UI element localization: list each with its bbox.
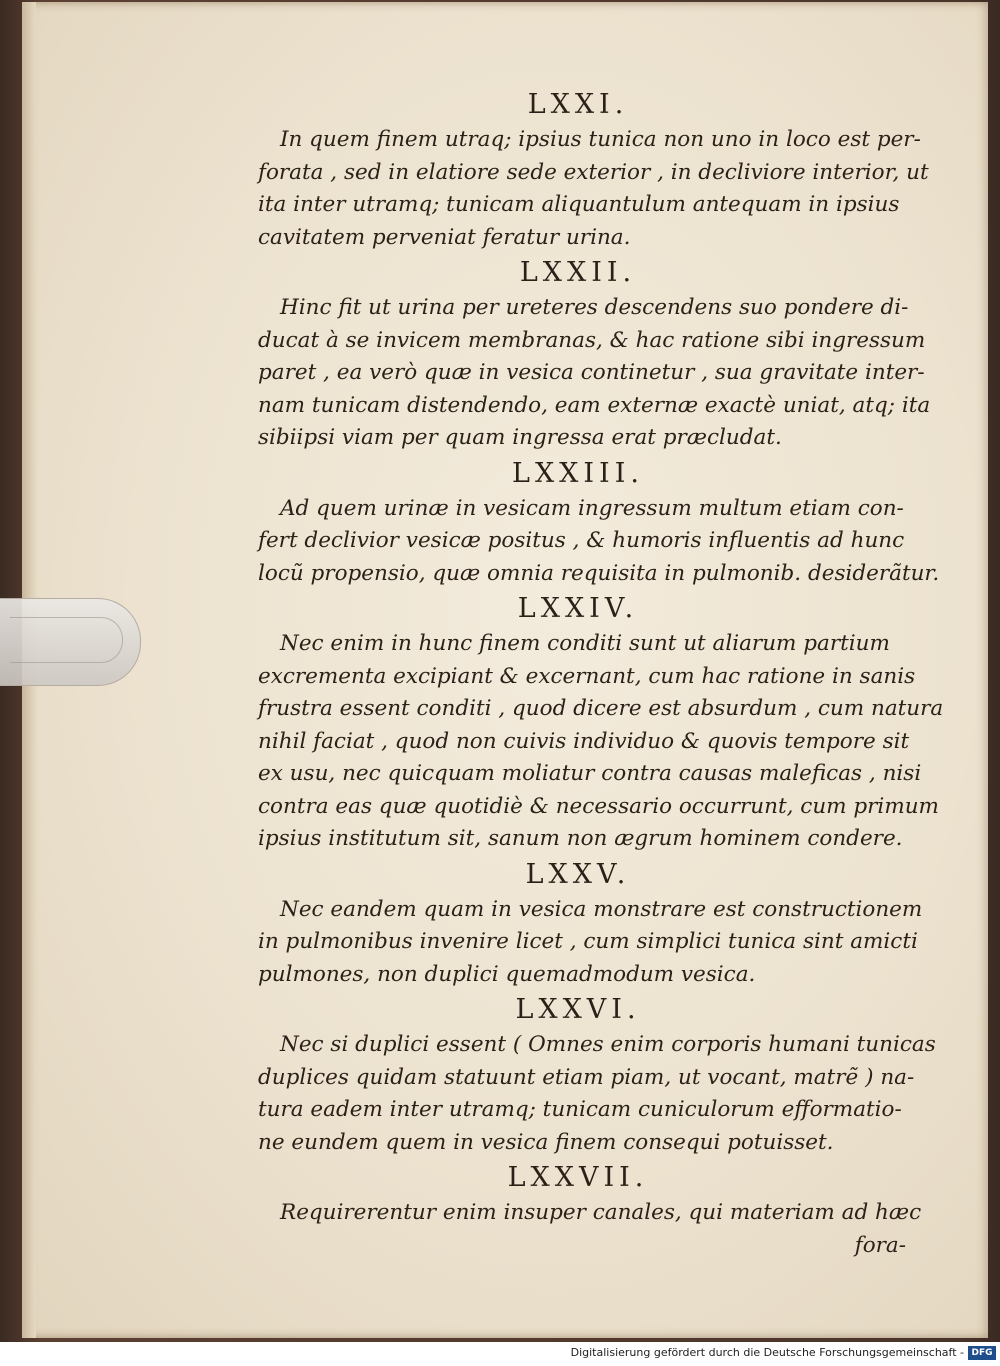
- text-line: ipsius institutum sit, sanum non ægrum hominem condere.: [258, 826, 903, 851]
- text-line: Nec eandem quam in vesica monstrare est constructionem: [280, 896, 923, 922]
- section-heading: LXXVII.: [507, 1162, 649, 1193]
- text-line: frustra essent conditi , quod dicere est absurdum , cum natura: [258, 696, 944, 721]
- text-line: Hinc fit ut urina per ureteres descendens suo pondere di-: [280, 295, 909, 320]
- text-line: duplices quidam statuunt etiam piam, ut vocant, matrẽ ) na-: [258, 1064, 915, 1090]
- text-line: fert declivior vesicæ positus , & humoris influentis ad hunc: [258, 528, 905, 553]
- text-line: nam tunicam distendendo, eam externæ exactè uniat, atq; ita: [258, 392, 931, 418]
- footer-bar: [0, 1342, 1000, 1366]
- text-line: tura eadem inter utramq; tunicam cuniculorum efformatio-: [258, 1097, 902, 1122]
- text-line: Nec si duplici essent ( Omnes enim corporis humani tunicas: [280, 1032, 936, 1057]
- text-line: Requirerentur enim insuper canales, qui materiam ad hæc: [280, 1200, 922, 1225]
- text-line: sibiipsi viam per quam ingressa erat præcludat.: [258, 425, 782, 450]
- page-clip-holder: [0, 598, 141, 686]
- text-line: cavitatem perveniat feratur urina.: [258, 224, 631, 250]
- text-line: excrementa excipiant & excernant, cum hac ratione in sanis: [258, 663, 916, 689]
- text-line: locũ propensio, quæ omnia requisita in pulmonib. desiderãtur.: [258, 560, 940, 586]
- section-heading: LXXIV.: [517, 593, 639, 624]
- text-line: Nec enim in hunc finem conditi sunt ut aliarum partium: [280, 631, 890, 656]
- text-line: ne eundem quem in vesica finem consequi potuisset.: [258, 1129, 834, 1155]
- text-line: In quem finem utraq; ipsius tunica non uno in loco est per-: [280, 127, 921, 152]
- text-line: contra eas quæ quotidiè & necessario occurrunt, cum primum: [258, 793, 939, 819]
- section-heading: LXXVI.: [515, 994, 641, 1025]
- catchword: fora-: [854, 1232, 906, 1258]
- page-text-block: [258, 86, 944, 1262]
- text-line: nihil faciat , quod non cuivis individuo & quovis tempore sit: [258, 728, 910, 754]
- text-line: ducat à se invicem membranas, & hac ratione sibi ingressum: [258, 327, 926, 353]
- text-line: pulmones, non duplici quemadmodum vesica.: [258, 961, 756, 987]
- text-line: ex usu, nec quicquam moliatur contra causas maleficas , nisi: [258, 761, 922, 786]
- section-heading: LXXV.: [525, 858, 631, 890]
- dfg-logo: DFG: [968, 1346, 996, 1360]
- section-heading: LXXII.: [519, 257, 637, 288]
- section-heading: LXXIII.: [512, 457, 644, 489]
- text-line: forata , sed in elatiore sede exterior , in decliviore interior, ut: [258, 159, 929, 185]
- page-clip-inner-edge: [10, 617, 123, 663]
- section-heading: LXXI.: [527, 89, 629, 120]
- text-line: in pulmonibus invenire licet , cum simplici tunica sint amicti: [258, 929, 918, 954]
- text-line: Ad quem urinæ in vesicam ingressum multum etiam con-: [280, 495, 904, 521]
- funding-notice: Digitalisierung gefördert durch die Deutsche Forschungsgemeinschaft -: [570, 1346, 964, 1359]
- text-line: ita inter utramq; tunicam aliquantulum antequam in ipsius: [258, 192, 900, 217]
- text-line: paret , ea verò quæ in vesica continetur , sua gravitate inter-: [258, 360, 925, 385]
